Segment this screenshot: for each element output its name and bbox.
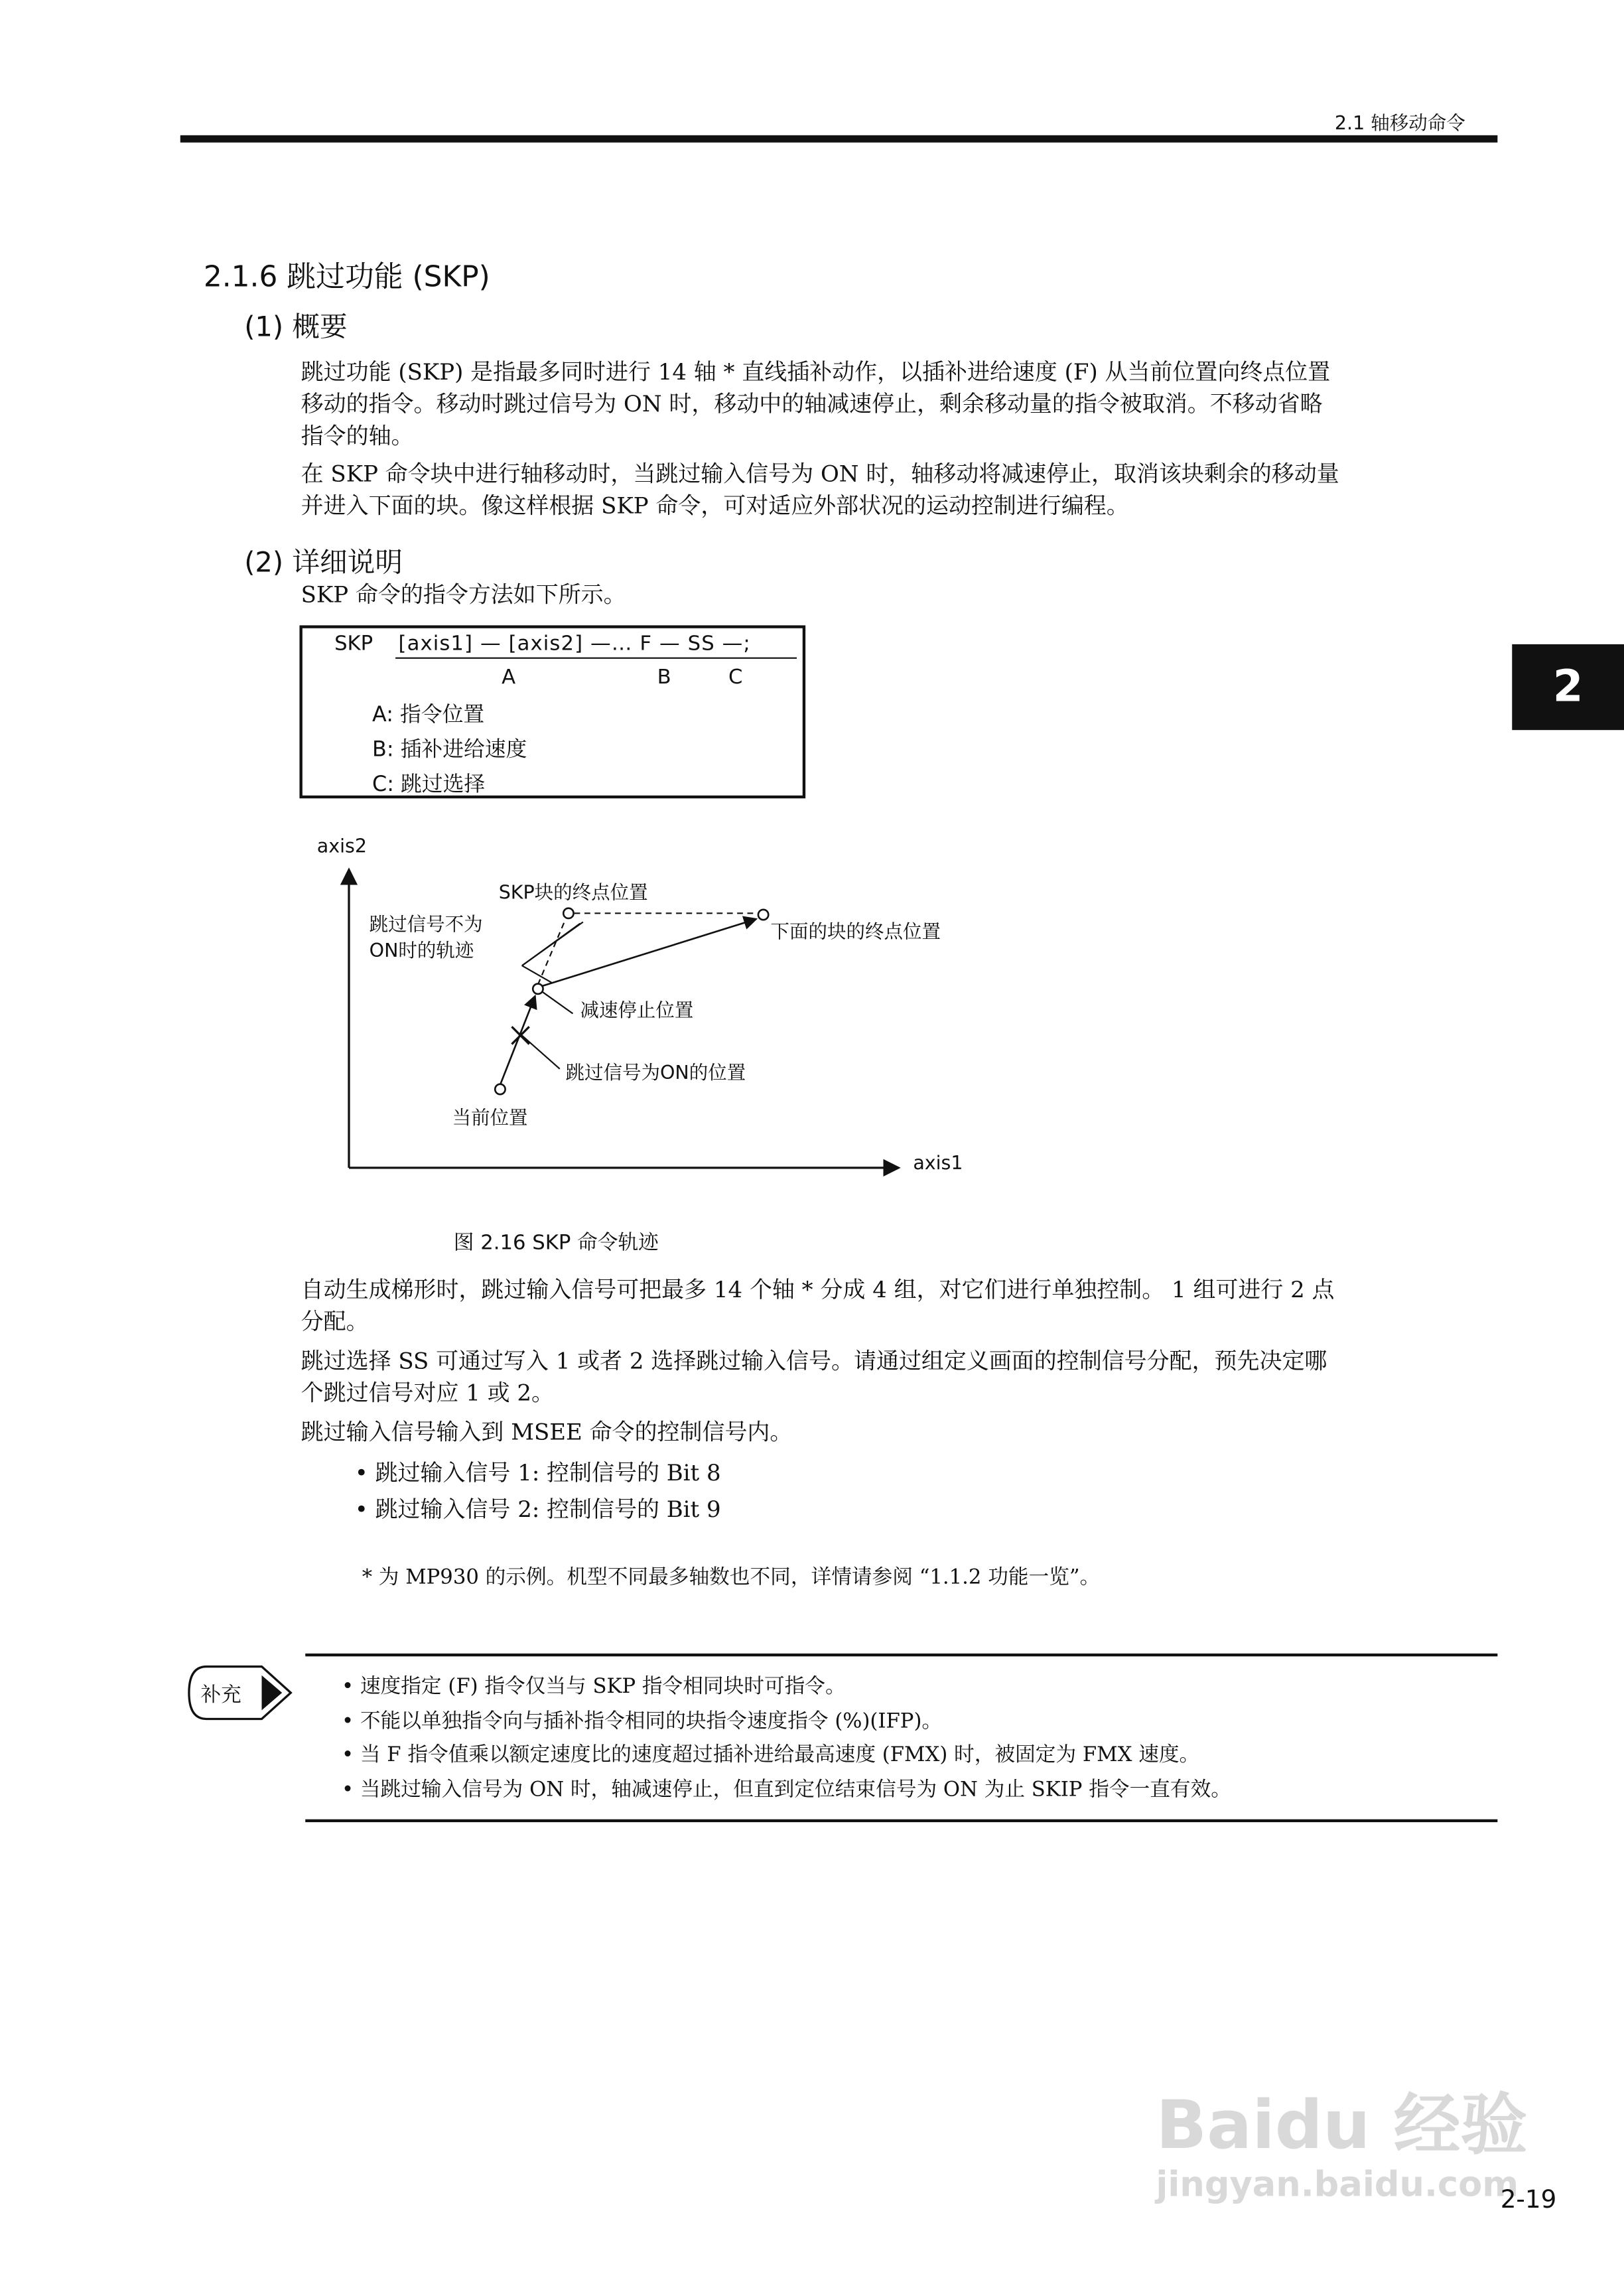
next-end-point — [758, 910, 768, 920]
label-decel-stop: 减速停止位置 — [580, 1000, 694, 1023]
skp-end-point — [563, 908, 573, 918]
legend-a: A: 指令位置 — [372, 703, 485, 727]
bullet-item: • 跳过输入信号 1: 控制信号的 Bit 8 — [354, 1460, 721, 1486]
text-line: 指令的轴。 — [301, 423, 414, 450]
syntax-marker-c: C — [728, 666, 743, 689]
supplement-item: • 当 F 指令值乘以额定速度比的速度超过插补进给最高速度 (FMX) 时，被固定为 FMX 速度。 — [342, 1744, 1200, 1768]
details-intro: SKP 命令的指令方法如下所示。 — [301, 581, 626, 608]
page-number: 2-19 — [1500, 2185, 1557, 2215]
bullet-item: • 跳过输入信号 2: 控制信号的 Bit 9 — [354, 1496, 721, 1523]
syntax-marker-a: A — [502, 666, 516, 689]
supplement-bottom-rule — [305, 1819, 1497, 1822]
label-next-end: 下面的块的终点位置 — [770, 922, 941, 944]
text-line: 分配。 — [301, 1309, 369, 1335]
figure-caption: 图 2.16 SKP 命令轨迹 — [453, 1232, 659, 1255]
axis1-label: axis1 — [913, 1153, 963, 1175]
current-position-point — [495, 1084, 505, 1094]
bullet-list — [355, 1456, 721, 1529]
legend-b: B: 插补进给速度 — [372, 739, 527, 762]
label-skp-end: SKP块的终点位置 — [498, 883, 648, 905]
callout-decel — [542, 992, 573, 1014]
text-line: 自动生成梯形时，跳过输入信号可把最多 14 个轴 * 分成 4 组，对它们进行单独控制。 1 组可进行 2 点 — [301, 1277, 1335, 1303]
label-no-skip-line1: 跳过信号不为 — [369, 914, 483, 937]
syntax-args: [axis1] — [axis2] —… F — SS —; — [395, 632, 797, 658]
axis2-label: axis2 — [316, 836, 368, 859]
actual-path-arrow — [542, 919, 756, 986]
running-header: 2.1 轴移动命令 — [1334, 113, 1465, 135]
label-no-skip — [370, 913, 483, 965]
decel-stop-point — [533, 984, 543, 994]
footnote: * 为 MP930 的示例。机型不同最多轴数也不同，详情请参阅 “1.1.2 功能一览”。 — [362, 1566, 1101, 1590]
after-para-3: 跳过输入信号输入到 MSEE 命令的控制信号内。 — [301, 1419, 793, 1446]
supplement-item: • 速度指定 (F) 指令仅当与 SKP 指令相同块时可指令。 — [342, 1675, 846, 1699]
supplement-item: • 当跳过输入信号为 ON 时，轴减速停止，但直到定位结束信号为 ON 为止 SKIP 指令一直有效。 — [342, 1778, 1232, 1802]
callout-skip-on — [522, 1035, 560, 1068]
supplement-label: 补充 — [200, 1683, 241, 1707]
label-no-skip-line2: ON时的轨迹 — [369, 940, 474, 963]
overview-heading: (1) 概要 — [244, 311, 348, 344]
supplement-top-rule — [305, 1654, 1497, 1656]
section-title: 2.1.6 跳过功能 (SKP) — [203, 259, 490, 294]
label-skip-on: 跳过信号为ON的位置 — [565, 1063, 746, 1085]
legend-c: C: 跳过选择 — [372, 773, 486, 797]
supplement-item: • 不能以单独指令向与插补指令相同的块指令速度指令 (%)(IFP)。 — [342, 1709, 943, 1733]
supplement-list — [342, 1671, 1231, 1809]
text-line: 跳过选择 SS 可通过写入 1 或者 2 选择跳过输入信号。请通过组定义画面的控制信号分配，预先决定哪 — [301, 1348, 1327, 1375]
watermark-url: jingyan.baidu.com — [1156, 2164, 1519, 2205]
chapter-number: 2 — [1552, 662, 1584, 713]
syntax-marker-b: B — [657, 666, 671, 689]
text-line: 并进入下面的块。像这样根据 SKP 命令，可对适应外部状况的运动控制进行编程。 — [301, 492, 1129, 520]
after-para-1 — [301, 1274, 1335, 1338]
text-line: 移动的指令。移动时跳过信号为 ON 时，移动中的轴减速停止，剩余移动量的指令被取消。不移动省略 — [301, 391, 1323, 417]
after-para-2 — [301, 1345, 1327, 1409]
text-line: 在 SKP 命令块中进行轴移动时，当跳过输入信号为 ON 时，轴移动将减速停止，取消该块剩余的移动量 — [301, 461, 1339, 488]
text-line: 跳过功能 (SKP) 是指最多同时进行 14 轴 * 直线插补动作，以插补进给速度 (F) 从当前位置向终点位置 — [301, 359, 1331, 386]
label-current: 当前位置 — [452, 1107, 528, 1130]
text-line: 个跳过信号对应 1 或 2。 — [301, 1380, 555, 1407]
details-heading: (2) 详细说明 — [244, 547, 403, 579]
watermark-logo: Baidu 经验 — [1156, 2085, 1528, 2165]
syntax-command: SKP — [334, 632, 373, 656]
move-segment — [500, 996, 535, 1085]
